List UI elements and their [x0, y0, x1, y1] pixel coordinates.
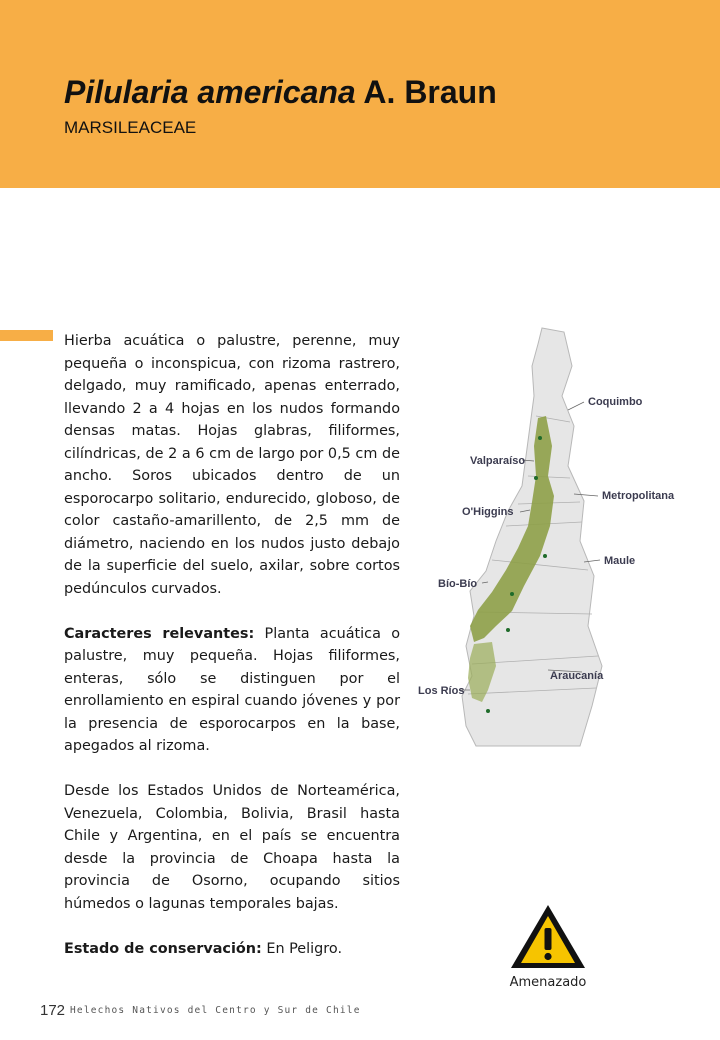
family-name: MARSILEACEAE	[64, 118, 197, 137]
description-paragraph: Hierba acuática o palustre, perenne, muy pequeña o inconspicua, con rizoma rastrero, delgado, muy ramificado, apenas enterrado, llevando 2 a 4 hojas en los nudos formando densas matas. Hojas glabras, filiformes, cilíndricas, de 2 a 6 cm de largo por 0,5 cm de ancho. Soros ubicados dentro de un esporocarpo solitario, endurecido, globoso, de color castaño-amarillento, de 2,5 mm de diámetro, naciendo en los nudos justo debajo de la superficie del suelo, axilar, sobre cortos pedúnculos curvados.	[64, 333, 400, 597]
header-band	[0, 0, 720, 188]
book-title: Helechos Nativos del Centro y Sur de Chile	[70, 1005, 361, 1016]
relevant-characters-text: Planta acuática o palustre, muy pequeña. Hojas filiformes, enteras, sólo se distinguen por el enrollamiento en espiral cuando jóvenes y por la presencia de esporocarpos en la base, apegados al rizoma.	[64, 625, 400, 754]
conservation-status: En Peligro.	[266, 940, 343, 957]
relevant-characters-paragraph	[64, 623, 400, 758]
description-column	[64, 330, 400, 983]
map-label-valparaiso: Valparaíso	[470, 455, 526, 467]
distribution-paragraph: Desde los Estados Unidos de Norteamérica, Venezuela, Colombia, Bolivia, Brasil hasta Chile y Argentina, en el país se encuentra desde la provincia de Choapa hasta la provincia de Osorno, ocupando sitios húmedos o lagunas temporales bajas.	[64, 783, 400, 912]
relevant-characters-label: Caracteres relevantes:	[64, 625, 255, 642]
species-name: Pilularia americana	[64, 74, 356, 110]
map-label-ohiggins: O'Higgins	[462, 506, 514, 518]
warning-icon	[508, 902, 588, 972]
threat-status-label: Amenazado	[509, 975, 587, 990]
page-title	[64, 72, 497, 112]
map-label-biobio: Bío-Bío	[438, 578, 478, 590]
conservation-paragraph	[64, 938, 400, 961]
map-label-araucania: Araucanía	[550, 670, 604, 682]
species-author: A. Braun	[363, 74, 497, 110]
map-label-maule: Maule	[604, 555, 636, 567]
map-label-metropolitana: Metropolitana	[602, 490, 675, 502]
map-label-coquimbo: Coquimbo	[588, 396, 643, 408]
map-label-losrios: Los Ríos	[418, 685, 465, 697]
section-accent-bar	[0, 330, 53, 341]
conservation-label: Estado de conservación:	[64, 940, 262, 957]
distribution-map	[412, 326, 712, 750]
page-number: 172	[40, 1002, 66, 1019]
